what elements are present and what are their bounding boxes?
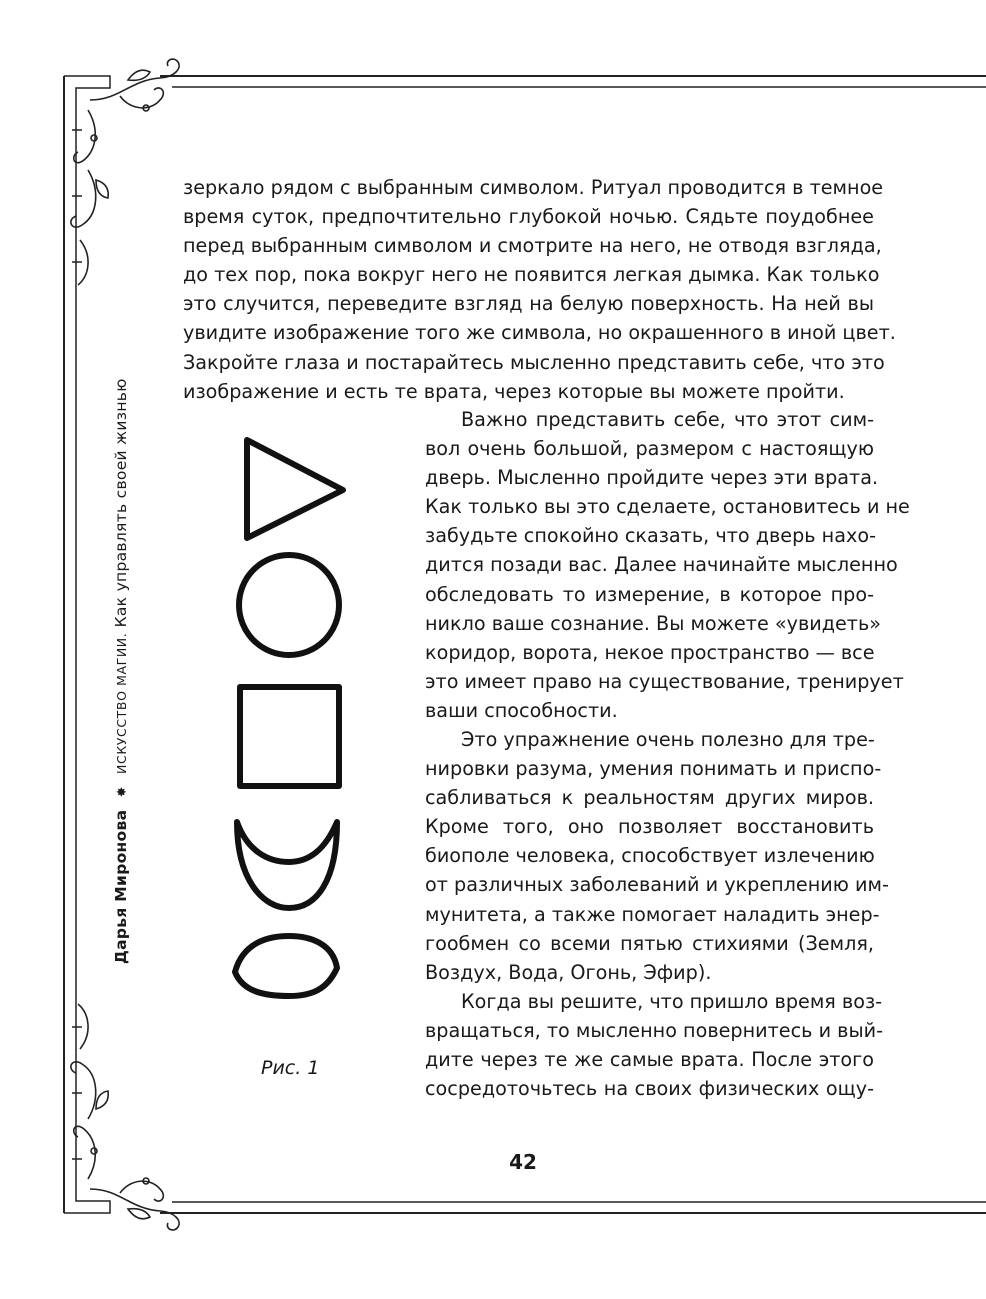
text-line: вол очень большой, размером с настоящую xyxy=(425,437,874,461)
crescent-symbol xyxy=(237,822,337,908)
ornament-star-icon: ✸ xyxy=(115,786,130,798)
text-line: увидите изображение того же символа, но окрашенного в иной цвет. xyxy=(183,321,896,345)
text-line: никло ваше сознание. Вы можете «увидеть» xyxy=(425,611,882,635)
text-line: до тех пор, пока вокруг него не появится легкая дымка. Как только xyxy=(183,263,880,287)
figure-caption: Рис. 1 xyxy=(261,1057,320,1079)
paragraph-4 xyxy=(425,987,883,1103)
figure-symbols xyxy=(225,430,355,1010)
text-line: ваши способности. xyxy=(425,698,618,722)
page-number: 42 xyxy=(509,1150,537,1174)
text-line: сосредоточьтесь на своих физических ощу- xyxy=(425,1077,874,1101)
text-line: коридор, ворота, некое пространство — все xyxy=(425,640,875,664)
text-line: от различных заболеваний и укреплению им- xyxy=(425,873,889,897)
text-line: гообмен со всеми пятью стихиями (Земля, xyxy=(425,931,874,955)
text-line: Как только вы это сделаете, остановитесь и не xyxy=(425,495,910,519)
text-line: зеркало рядом с выбранным символом. Ритуал проводится в темное xyxy=(183,176,884,199)
paragraph-3 xyxy=(425,725,889,987)
text-line: нировки разума, умения понимать и приспо- xyxy=(425,757,882,781)
text-line: Закройте глаза и постарайтесь мысленно представить себе, что это xyxy=(183,350,885,374)
ellipse-symbol xyxy=(235,936,337,996)
book-title-rest: Как управлять своей жизнью xyxy=(112,378,130,628)
running-head-vertical xyxy=(112,378,130,964)
text-line: мунитета, а также помогает наладить энер- xyxy=(425,902,880,926)
text-line: Важно представить себе, что этот сим- xyxy=(461,408,874,431)
text-line: Воздух, Вода, Огонь, Эфир). xyxy=(425,960,712,984)
paragraph-1 xyxy=(183,173,896,406)
book-title xyxy=(112,378,130,774)
triangle-symbol xyxy=(247,440,343,538)
corner-flourish-top-left xyxy=(71,59,179,285)
text-line: Это упражнение очень полезно для тре- xyxy=(461,728,875,751)
text-line: это случится, переведите взгляд на белую поверхность. На ней вы xyxy=(183,292,874,316)
text-line: вращаться, то мысленно повернитесь и вый- xyxy=(425,1019,883,1043)
text-line: перед выбранным символом и смотрите на него, не отводя взгляда, xyxy=(183,234,882,258)
paragraph-2 xyxy=(425,405,910,725)
square-symbol xyxy=(240,687,339,786)
text-line: это имеет право на существование, тренирует xyxy=(425,669,904,693)
text-line: обследовать то измерение, в которое про- xyxy=(425,582,874,606)
text-line: биополе человека, способствует излечению xyxy=(425,844,875,868)
text-line: изображение и есть те врата, через которые вы можете пройти. xyxy=(183,379,845,403)
circle-symbol xyxy=(239,555,339,655)
author-name: Дарья Миронова xyxy=(112,809,130,964)
text-line: дверь. Мысленно пройдите через эти врата. xyxy=(425,466,879,490)
text-line: дится позади вас. Далее начинайте мысленно xyxy=(425,553,898,577)
text-line: сабливаться к реальностям других миров. xyxy=(425,786,874,810)
text-line: Кроме того, оно позволяет восстановить xyxy=(425,815,874,839)
text-line: дите через те же самые врата. После этого xyxy=(425,1048,874,1072)
text-line: забудьте спокойно сказать, что дверь нахо- xyxy=(425,524,876,548)
text-line: время суток, предпочтительно глубокой ночью. Сядьте поудобнее xyxy=(183,205,874,229)
text-line: Когда вы решите, что пришло время воз- xyxy=(461,990,883,1013)
corner-flourish-bottom-left xyxy=(71,1004,179,1230)
book-title-caps: ИСКУССТВО МАГИИ. xyxy=(114,632,129,774)
